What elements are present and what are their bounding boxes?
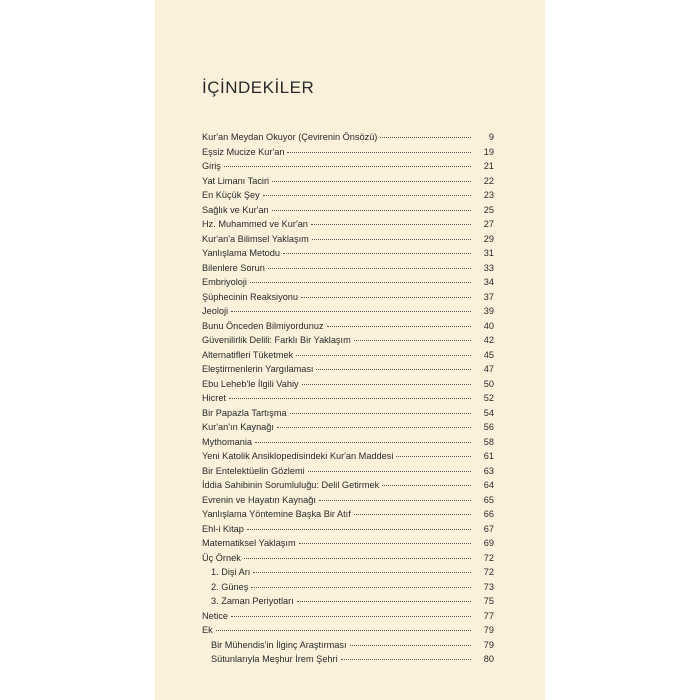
toc-entry-page-number: 65 (483, 494, 494, 505)
toc-leader-dots (341, 659, 471, 660)
toc-entry-page-number: 79 (483, 625, 494, 635)
toc-entry-page-number: 77 (483, 610, 494, 621)
toc-leader-dots (247, 529, 471, 530)
toc-entry-title: Yanlışlama Yöntemine Başka Bir Atıf (202, 509, 351, 519)
toc-entry (202, 234, 494, 249)
toc-entry-title: Hicret (202, 393, 226, 403)
toc-entry (202, 176, 494, 191)
toc-entry (202, 611, 494, 626)
table-of-contents (202, 132, 494, 669)
toc-entry-title: Kur'an Meydan Okuyor (Çevirenin Önsözü) (202, 132, 378, 142)
toc-entry-title: Ek (202, 625, 213, 635)
toc-leader-dots (253, 572, 471, 573)
toc-entry-page-number: 25 (483, 204, 494, 215)
toc-entry-title: Güvenilirlik Delili: Farklı Bir Yaklaşım (202, 335, 351, 345)
toc-entry-title: Matematiksel Yaklaşım (202, 538, 296, 548)
toc-leader-dots (244, 558, 471, 559)
toc-entry-title: 2. Güneş (211, 581, 249, 592)
toc-leader-dots (263, 195, 471, 196)
toc-entry-page-number: 73 (483, 581, 494, 592)
toc-entry (202, 509, 494, 524)
toc-entry-title: Ehl-i Kitap (202, 523, 244, 534)
toc-entry (202, 292, 494, 307)
toc-entry (202, 350, 494, 365)
toc-entry (202, 495, 494, 510)
toc-entry-title: Şüphecinin Reaksiyonu (202, 291, 299, 302)
toc-entry-page-number: 66 (483, 509, 494, 519)
toc-entry (202, 524, 494, 539)
toc-entry-page-number: 23 (483, 190, 494, 200)
toc-entry (202, 147, 494, 162)
toc-entry-page-number: 19 (483, 146, 494, 157)
toc-entry (202, 393, 494, 408)
toc-entry-page-number: 27 (483, 219, 494, 229)
toc-entry (202, 451, 494, 466)
toc-leader-dots (354, 340, 471, 341)
toc-entry (202, 596, 494, 611)
toc-entry-page-number: 80 (483, 654, 494, 664)
toc-entry-title: Bir Mühendis'in İlginç Araştırması (211, 639, 347, 650)
toc-leader-dots (297, 601, 471, 602)
page-title: İÇİNDEKİLER (202, 78, 315, 97)
toc-entry-page-number: 50 (483, 378, 494, 389)
toc-leader-dots (354, 514, 471, 515)
toc-entry (202, 640, 494, 655)
toc-entry-title: Yanlışlama Metodu (202, 248, 280, 258)
toc-entry (202, 437, 494, 452)
toc-leader-dots (301, 297, 471, 298)
toc-entry-page-number: 34 (483, 277, 494, 287)
toc-leader-dots (224, 166, 471, 167)
book-page (155, 0, 545, 700)
toc-entry-title: 1. Dişi Arı (211, 567, 251, 577)
toc-entry (202, 466, 494, 481)
toc-entry-page-number: 47 (483, 364, 494, 374)
toc-entry (202, 538, 494, 553)
toc-entry-title: Yat Limanı Taciri (202, 175, 270, 186)
toc-leader-dots (302, 384, 471, 385)
toc-entry (202, 553, 494, 568)
toc-entry (202, 161, 494, 176)
toc-entry (202, 408, 494, 423)
toc-entry (202, 321, 494, 336)
toc-entry-page-number: 40 (483, 320, 494, 331)
toc-leader-dots (382, 485, 471, 486)
toc-entry (202, 219, 494, 234)
toc-entry (202, 306, 494, 321)
toc-leader-dots (312, 239, 471, 240)
toc-entry-title: Bunu Önceden Bilmiyordunuz (202, 320, 324, 331)
toc-entry-page-number: 69 (483, 538, 494, 548)
toc-entry-page-number: 21 (483, 161, 494, 171)
toc-entry-title: Yeni Katolik Ansiklopedisindeki Kur'an Maddesi (202, 451, 394, 461)
toc-entry-title: Sütunlarıyla Meşhur İrem Şehri (211, 654, 338, 664)
toc-entry (202, 335, 494, 350)
toc-entry-title: Hz. Muhammed ve Kur'an (202, 219, 308, 229)
toc-entry-page-number: 22 (483, 175, 494, 186)
toc-leader-dots (350, 645, 471, 646)
toc-entry-title: Alternatifleri Tüketmek (202, 349, 294, 360)
toc-entry (202, 205, 494, 220)
toc-leader-dots (250, 282, 471, 283)
toc-entry-title: Mythomania (202, 436, 253, 447)
toc-leader-dots (296, 355, 471, 356)
toc-entry-page-number: 42 (483, 335, 494, 345)
toc-entry-title: Ebu Leheb'le İlgili Vahiy (202, 378, 299, 389)
toc-leader-dots (290, 413, 471, 414)
toc-entry (202, 567, 494, 582)
toc-entry-page-number: 54 (483, 407, 494, 418)
toc-leader-dots (272, 181, 471, 182)
toc-entry-title: Bilenlere Sorun (202, 262, 265, 273)
toc-entry-title: Evrenin ve Hayatın Kaynağı (202, 494, 316, 505)
toc-entry (202, 379, 494, 394)
toc-entry-page-number: 56 (483, 422, 494, 432)
toc-leader-dots (308, 471, 471, 472)
toc-entry (202, 582, 494, 597)
toc-entry-title: Jeoloji (202, 306, 229, 316)
toc-entry-title: İddia Sahibinin Sorumluluğu: Delil Getirmek (202, 480, 380, 490)
toc-leader-dots (319, 500, 471, 501)
toc-entry-title: Netice (202, 610, 229, 621)
toc-entry-page-number: 64 (483, 480, 494, 490)
toc-leader-dots (216, 630, 471, 631)
toc-entry-page-number: 33 (483, 262, 494, 273)
toc-entry-page-number: 67 (483, 523, 494, 534)
toc-entry-page-number: 72 (483, 567, 494, 577)
toc-entry-title: Embriyoloji (202, 277, 247, 287)
toc-entry-page-number: 75 (483, 596, 494, 606)
toc-entry (202, 480, 494, 495)
toc-entry (202, 248, 494, 263)
toc-leader-dots (231, 616, 471, 617)
toc-entry (202, 654, 494, 669)
toc-entry-page-number: 37 (483, 291, 494, 302)
toc-entry-title: Sağlık ve Kur'an (202, 204, 269, 215)
toc-entry (202, 190, 494, 205)
toc-leader-dots (251, 587, 471, 588)
toc-entry (202, 132, 494, 147)
toc-leader-dots (299, 543, 471, 544)
toc-leader-dots (287, 152, 471, 153)
toc-entry-page-number: 9 (488, 132, 494, 142)
toc-entry-title: Kur'an'a Bilimsel Yaklaşım (202, 233, 309, 244)
toc-entry (202, 364, 494, 379)
toc-leader-dots (283, 253, 471, 254)
toc-leader-dots (311, 224, 471, 225)
toc-entry-title: Eleştirmenlerin Yargılaması (202, 364, 314, 374)
toc-leader-dots (229, 398, 471, 399)
toc-entry (202, 263, 494, 278)
toc-entry-page-number: 61 (483, 451, 494, 461)
toc-entry-page-number: 79 (483, 639, 494, 650)
toc-entry-page-number: 52 (483, 393, 494, 403)
toc-entry-title: Bir Entelektüelin Gözlemi (202, 465, 305, 476)
toc-entry-page-number: 63 (483, 465, 494, 476)
toc-leader-dots (231, 311, 471, 312)
toc-entry-title: En Küçük Şey (202, 190, 260, 200)
toc-leader-dots (268, 268, 471, 269)
toc-entry-title: Eşsiz Mucize Kur'an (202, 146, 285, 157)
toc-leader-dots (327, 326, 471, 327)
toc-entry-title: Bir Papazla Tartışma (202, 407, 287, 418)
toc-entry (202, 277, 494, 292)
toc-leader-dots (396, 456, 471, 457)
toc-entry-page-number: 45 (483, 349, 494, 360)
toc-leader-dots (272, 210, 471, 211)
toc-entry-title: Üç Örnek (202, 552, 241, 563)
toc-entry-page-number: 72 (483, 552, 494, 563)
toc-leader-dots (255, 442, 471, 443)
toc-entry-page-number: 29 (483, 233, 494, 244)
toc-leader-dots (380, 137, 471, 138)
toc-entry-title: Kur'an'ın Kaynağı (202, 422, 274, 432)
toc-leader-dots (316, 369, 471, 370)
toc-leader-dots (277, 427, 471, 428)
toc-entry-page-number: 31 (483, 248, 494, 258)
toc-entry-page-number: 58 (483, 436, 494, 447)
toc-entry-title: 3. Zaman Periyotları (211, 596, 294, 606)
toc-entry (202, 422, 494, 437)
toc-entry-title: Giriş (202, 161, 221, 171)
toc-entry (202, 625, 494, 640)
toc-entry-page-number: 39 (483, 306, 494, 316)
